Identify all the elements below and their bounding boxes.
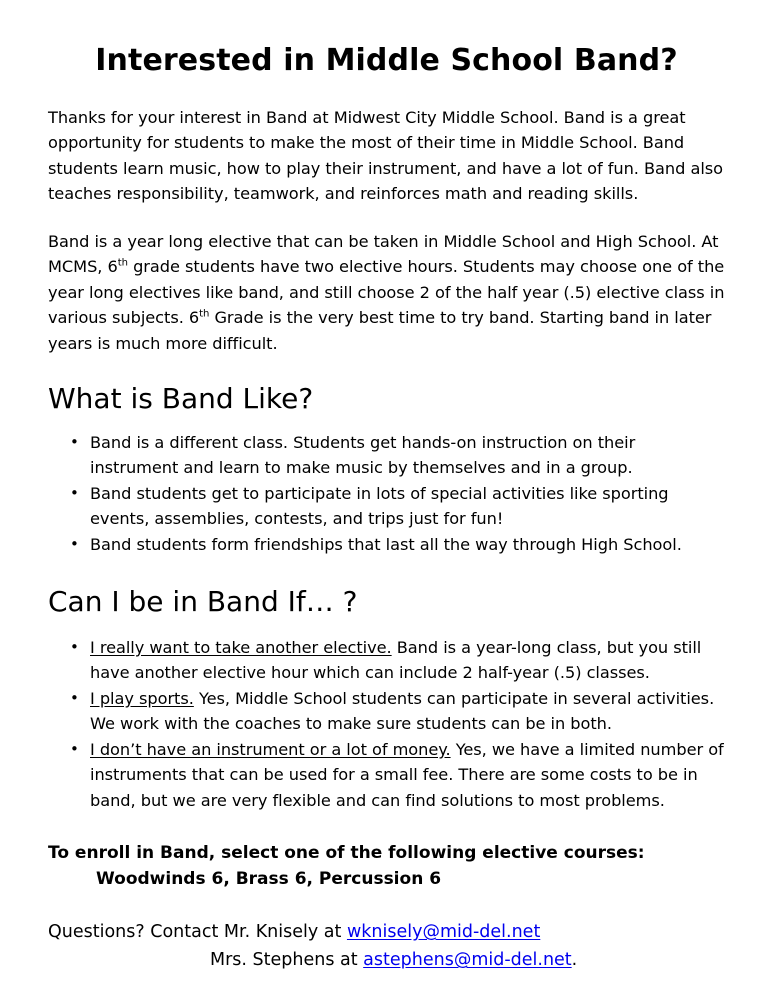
email-link-knisely[interactable]: wknisely@mid-del.net <box>346 922 541 943</box>
contact-prefix: Questions? Contact Mr. Knisely at <box>48 922 347 943</box>
list-item <box>48 737 725 814</box>
bullet-list-what-is-band-like <box>48 430 725 558</box>
section-heading-what-is-band-like: What is Band Like? <box>48 382 314 415</box>
elective-paragraph <box>48 229 725 357</box>
contact-suffix: . <box>571 950 578 971</box>
list-item-body: Yes, we have a limited number of instruments that can be used for a small fee. There are some costs to be in band, but we are very flexible and can find solutions to most problems. <box>90 739 724 810</box>
contact-prefix: Mrs. Stephens at <box>210 950 364 971</box>
elective-text-part-3: Grade is the very best time to try band. Starting band in later years is much more difficult. <box>48 308 712 353</box>
list-item-body: Yes, Middle School students can participate in several activities. We work with the coaches to make sure students can be in both. <box>90 688 715 734</box>
list-item: • Band is a different class. Students get hands-on instruction on their instrument and learn to make music by themselves and in a group. <box>48 430 725 481</box>
list-item <box>48 686 725 737</box>
list-item: • Band students get to participate in lots of special activities like sporting events, assemblies, contests, and trips just for fun! <box>48 481 725 532</box>
intro-paragraph: Thanks for your interest in Band at Midwest City Middle School. Band is a great opportunity for students to make the most of their time in Middle School. Band students learn music, how to play their instrument, and have a lot of fun. Band also teaches responsibility, teamwork, and reinforces math and reading skills. <box>48 107 724 203</box>
enroll-instruction: To enroll in Band, select one of the following elective courses: <box>48 843 645 864</box>
superscript-th-2: th <box>199 308 210 320</box>
elective-text-part-2: grade students have two elective hours. Students may choose one of the year long electives like band, and still choose 2 of the half year (.5) elective class in various subjects. 6 <box>48 257 725 327</box>
email-link-stephens[interactable]: astephens@mid-del.net <box>363 950 572 971</box>
contact-line-knisely <box>48 918 725 946</box>
list-item-lead-in: I don’t have an instrument or a lot of money. <box>90 739 451 759</box>
section-heading-can-i-be-in-band-if: Can I be in Band If… ? <box>48 585 358 619</box>
list-item <box>48 635 725 686</box>
page-title: Interested in Middle School Band? <box>95 43 678 78</box>
contact-line-stephens <box>48 946 725 974</box>
superscript-th-1: th <box>117 257 128 269</box>
list-item-body: Band is a year-long class, but you still have another elective hour which can include 2 half-year (.5) classes. <box>90 637 702 683</box>
enroll-course-list: Woodwinds 6, Brass 6, Percussion 6 <box>96 869 442 890</box>
list-item: • Band students form friendships that last all the way through High School. <box>48 532 725 558</box>
elective-text-part-1: Band is a year long elective that can be taken in Middle School and High School. At MCMS, 6 <box>48 231 719 276</box>
list-item-lead-in: I play sports. <box>90 688 194 708</box>
bullet-list-can-i-be-in-band-if <box>48 635 725 814</box>
list-item-lead-in: I really want to take another elective. <box>90 637 392 657</box>
